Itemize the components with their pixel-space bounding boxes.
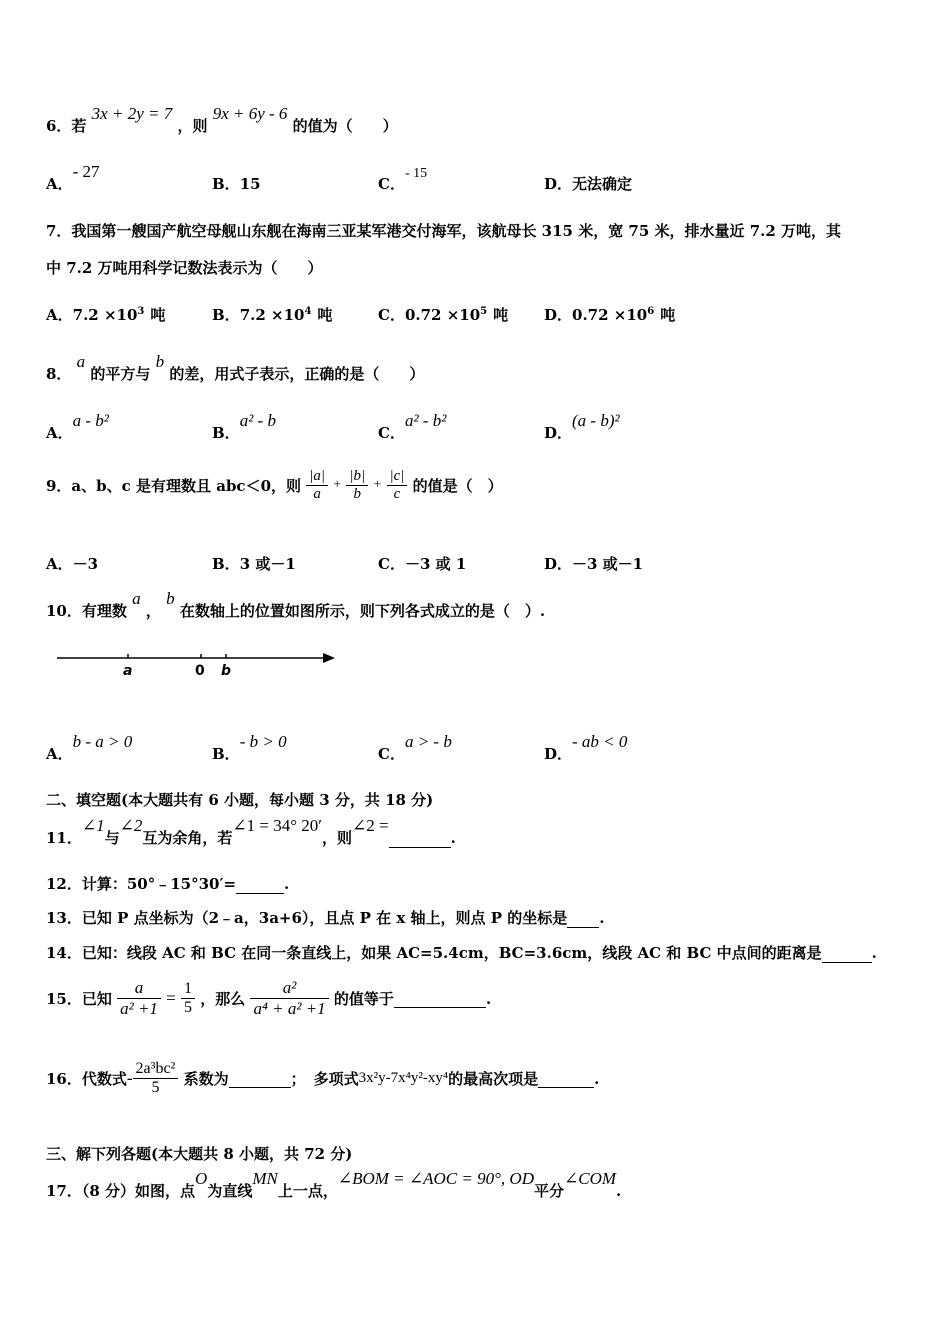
- q13-line: 13．已知 P 点坐标为（2﹣a，3a+6），且点 P 在 x 轴上，则点 P 的坐标是 .: [46, 909, 605, 927]
- number-line-figure: [55, 645, 355, 685]
- q8-option-a: A．a - b²: [46, 411, 109, 442]
- q9-frac-c: $\frac{|c|}{c}$: [387, 468, 408, 503]
- q12-line: 12．计算：50°﹣15°30′= .: [46, 875, 290, 893]
- q7-option-a: A．$7.2 \times 10^3$ 吨: [46, 306, 166, 324]
- q8-option-b: B．a² - b: [212, 411, 276, 442]
- q10-option-a: A．b - a > 0: [46, 732, 133, 763]
- q13-answer-blank[interactable]: [567, 909, 599, 928]
- q9-text: 9．a、b、c 是有理数且 abc＜0，则: [46, 477, 302, 495]
- q8-var-b: b: [155, 352, 165, 371]
- q8-option-d: D．(a - b)²: [544, 411, 620, 442]
- axis-label-a: a: [123, 663, 133, 679]
- q6-line: [46, 104, 398, 136]
- q6-then: ，则: [177, 117, 208, 135]
- q11-condition: ∠1 = 34° 20′: [232, 816, 323, 835]
- q10-var-a: a: [132, 589, 141, 608]
- q15-answer-blank[interactable]: [394, 989, 486, 1008]
- q10-option-d: D．- ab < 0: [544, 732, 628, 763]
- q7-line2: 中 7.2 万吨用科学记数法表示为（ ）: [46, 259, 323, 277]
- q6-expression: 9x + 6y - 6: [212, 104, 288, 123]
- q7-option-d: D．$0.72 \times 10^6$ 吨: [544, 306, 676, 324]
- q16-fraction: $\frac{\text{2a³bc²}}{5}$: [133, 1060, 179, 1097]
- q12-answer-blank[interactable]: [236, 875, 284, 894]
- axis-label-0: 0: [195, 663, 205, 679]
- q15-line: 15．已知 $\frac{a}{\text{a² +1}}$ = $\frac{1}{5}$ ，那么 $\frac{\text{a²}}{\text{a⁴ + a² +1}}$ 的值等于 .: [46, 978, 492, 1018]
- q7-line1: 7．我国第一艘国产航空母舰山东舰在海南三亚某军港交付海军，该航母长 315 米，宽 75 米，排水量近 7.2 万吨，其: [46, 222, 842, 240]
- q10-option-b: B．- b > 0: [212, 732, 287, 763]
- number-line-arrow-icon: [323, 653, 335, 663]
- q16-coefficient-blank[interactable]: [229, 1069, 291, 1088]
- q6-option-d: D．无法确定: [544, 175, 633, 193]
- q6-number: 6．若: [46, 117, 87, 135]
- q9-option-a: A．－3: [46, 555, 99, 573]
- q9-frac-b: $\frac{|b|}{b}$: [346, 468, 368, 503]
- axis-label-b: b: [221, 663, 232, 679]
- q15-fraction-2: $\frac{1}{5}$: [181, 980, 195, 1017]
- q6-question: 的值为（ ）: [292, 117, 398, 135]
- q16-polynomial: 3x²y-7x⁴y²-xy⁴: [358, 1070, 449, 1086]
- q16-highest-term-blank[interactable]: [538, 1069, 594, 1088]
- q10-option-c: C．a > - b: [378, 732, 452, 763]
- q10-line: 10．有理数 a ， b 在数轴上的位置如图所示，则下列各式成立的是（ ）.: [46, 589, 546, 620]
- q8-var-a: a: [76, 352, 86, 371]
- q10-var-b: b: [166, 589, 175, 608]
- q7-option-b: B．$7.2 \times 10^4$ 吨: [212, 306, 333, 324]
- q9-option-c: C．－3 或 1: [378, 555, 467, 573]
- q9-option-d: D．－3 或－1: [544, 555, 644, 573]
- q17-condition: ∠BOM = ∠AOC = 90°, OD: [337, 1169, 534, 1188]
- q16-line: 16．代数式- $\frac{\text{2a³bc²}}{5}$ 系数为 ； 多项式3x²y-7x⁴y²-xy⁴的最高次项是 .: [46, 1060, 600, 1096]
- q9-frac-a: $\frac{|a|}{a}$: [306, 468, 328, 503]
- q9-option-b: B．3 或－1: [212, 555, 296, 573]
- q14-line: 14．已知：线段 AC 和 BC 在同一条直线上，如果 AC=5.4cm，BC=3.6cm，线段 AC 和 BC 中点间的距离是 .: [46, 944, 877, 962]
- q11-line: 11．∠1与∠2互为余角，若∠1 = 34° 20′，则∠2 = .: [46, 816, 456, 847]
- q9-line: 9．a、b、c 是有理数且 abc＜0，则 $\frac{|a|}{a}$ + $\frac{|b|}{b}$ + $\frac{|c|}{c}$ 的值是（ ）: [46, 468, 503, 502]
- q8-option-c: C．a² - b²: [378, 411, 447, 442]
- q6-option-a: A．- 27: [46, 162, 100, 193]
- q15-fraction-1: $\frac{a}{\text{a² +1}}$: [117, 978, 161, 1019]
- q7-option-c: C．$0.72 \times 10^5$ 吨: [378, 306, 509, 324]
- q6-option-c: C．- 15: [378, 166, 428, 193]
- q11-answer-blank[interactable]: [389, 829, 451, 848]
- section-2-heading: 二、填空题(本大题共有 6 小题，每小题 3 分，共 18 分): [46, 791, 434, 809]
- section-3-heading: 三、解下列各题(本大题共 8 小题，共 72 分): [46, 1145, 353, 1163]
- q17-line: 17．（8 分）如图，点O为直线MN上一点，∠BOM = ∠AOC = 90°, OD平分∠COM.: [46, 1169, 622, 1200]
- q15-fraction-3: $\frac{\text{a²}}{\text{a⁴ + a² +1}}$: [250, 978, 328, 1019]
- q8-line: 8． a 的平方与 b 的差，用式子表示，正确的是（ ）: [46, 352, 425, 383]
- q6-condition: 3x + 2y = 7: [91, 104, 173, 123]
- q14-answer-blank[interactable]: [822, 944, 872, 963]
- q6-option-b: B．15: [212, 175, 261, 193]
